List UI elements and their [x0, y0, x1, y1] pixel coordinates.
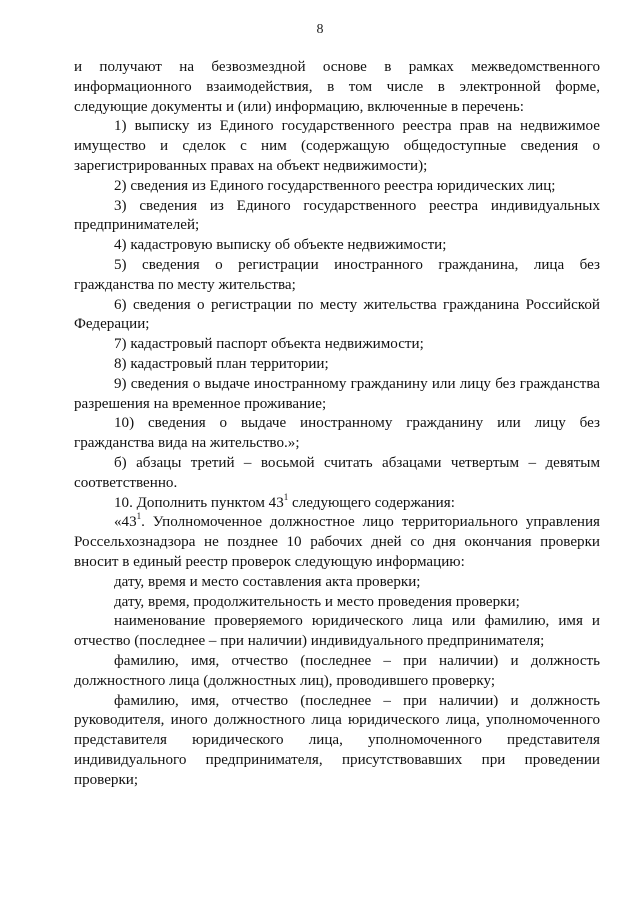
info-item-inspection-date: дату, время, продолжительность и место проведения проверки; — [114, 593, 520, 610]
list-item-9: 9) сведения о выдаче иностранному гражданину или лицу без гражданства разрешения на временное проживание; — [74, 375, 600, 412]
list-item-4: 4) кадастровую выписку об объекте недвижимости; — [114, 237, 447, 254]
list-item-6: 6) сведения о регистрации по месту жительства гражданина Российской Федерации; — [74, 296, 600, 333]
paragraph-item-10 — [74, 491, 600, 514]
list-item-10: 10) сведения о выдаче иностранному гражданину или лицу без гражданства вида на жительство.»; — [74, 415, 600, 452]
list-item-5: 5) сведения о регистрации иностранного гражданина, лица без гражданства по месту жительства; — [74, 256, 600, 293]
info-item-act-date: дату, время и место составления акта проверки; — [114, 573, 421, 590]
item-10-text-after: следующего содержания: — [288, 494, 455, 511]
list-item-2: 2) сведения из Единого государственного реестра юридических лиц; — [114, 177, 556, 194]
paragraph-b: б) абзацы третий – восьмой считать абзацами четвертым – девятым соответственно. — [74, 454, 600, 491]
list-item-1: 1) выписку из Единого государственного реестра прав на недвижимое имущество и сделок с ним (содержащую общедоступные сведения о зарегистрированных правах на объект недвижимости); — [74, 118, 600, 174]
paragraph-item-43 — [74, 513, 600, 572]
item-43-superscript: 1 — [136, 511, 142, 522]
item-43-text-after: . Уполномоченное должностное лицо территориального управления Россельхознадзора не позднее 10 рабочих дней со дня окончания проверки вносит в единый реестр проверок следующую информацию: — [74, 514, 600, 570]
list-item-3: 3) сведения из Единого государственного реестра индивидуальных предпринимателей; — [74, 197, 600, 234]
page-number: 8 — [316, 22, 324, 37]
list-item-7: 7) кадастровый паспорт объекта недвижимости; — [114, 336, 424, 353]
info-item-inspector: фамилию, имя, отчество (последнее – при наличии) и должность должностного лица (должностных лиц), проводившего проверку; — [74, 652, 600, 689]
document-body — [74, 58, 600, 790]
paragraph-intro: и получают на безвозмездной основе в рамках межведомственного информационного взаимодействия, в том числе в электронной форме, следующие документы и (или) информацию, включенные в перечень: — [74, 59, 600, 115]
item-10-superscript: 1 — [283, 491, 289, 502]
info-item-entity-name: наименование проверяемого юридического лица или фамилию, имя и отчество (последнее – при наличии) индивидуального предпринимателя; — [74, 613, 600, 650]
item-43-text: «43 — [114, 514, 137, 531]
list-item-8: 8) кадастровый план территории; — [114, 355, 329, 372]
item-10-text: 10. Дополнить пунктом 43 — [114, 494, 284, 511]
info-item-representatives: фамилию, имя, отчество (последнее – при наличии) и должность руководителя, иного должностного лица юридического лица, уполномоченного представителя юридического лица, уполномоченного представителя индивидуального предпринимателя, присутствовавших при проведении проверки; — [74, 692, 600, 788]
